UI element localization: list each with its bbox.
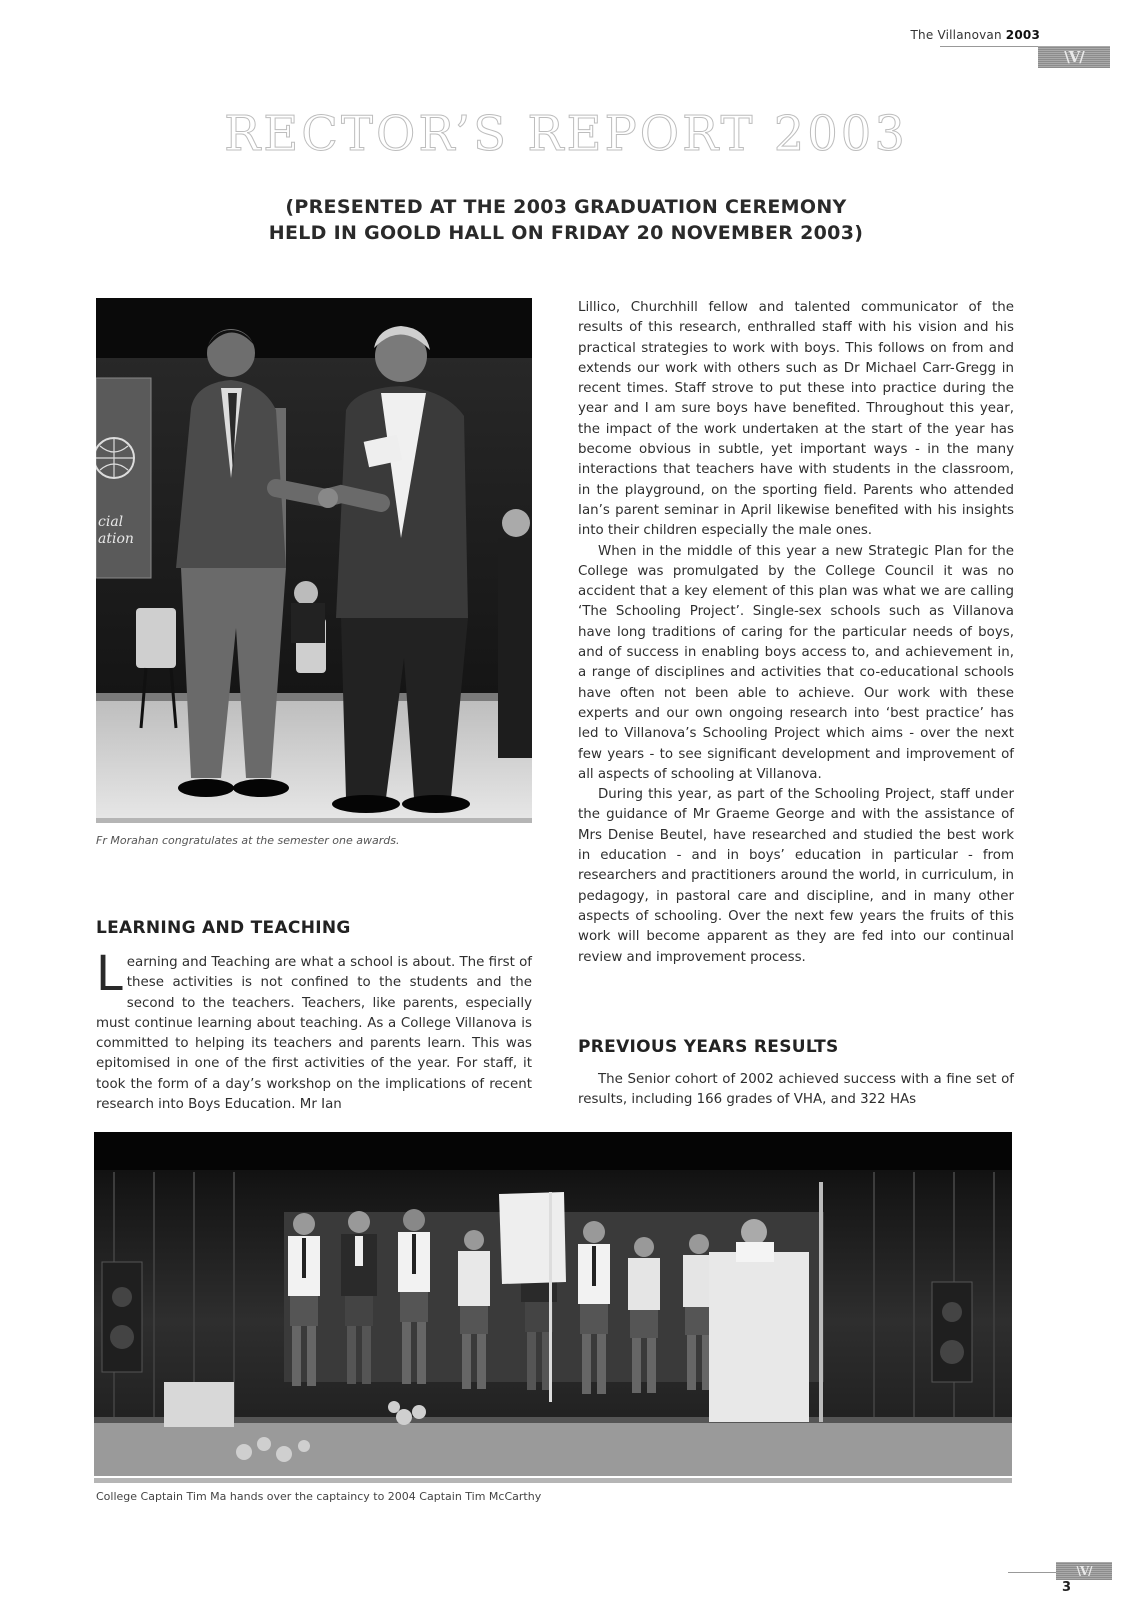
- banner-text-2: ation: [98, 531, 134, 547]
- publication-name: The Villanovan: [910, 28, 1002, 42]
- heading-learning-teaching: LEARNING AND TEACHING: [96, 918, 351, 938]
- photo-rule: [96, 818, 532, 823]
- heading-previous-results: PREVIOUS YEARS RESULTS: [578, 1037, 839, 1057]
- subtitle-line-2: HELD IN GOOLD HALL ON FRIDAY 20 NOVEMBER 2003): [268, 222, 864, 244]
- page-subtitle: [0, 194, 1132, 246]
- banner-text-1: cial: [98, 514, 124, 530]
- running-header: [911, 28, 1040, 42]
- subtitle-line-1: (PRESENTED AT THE 2003 GRADUATION CEREMONY: [285, 196, 847, 218]
- results-text: [578, 1070, 1014, 1111]
- photo-rule-2: [94, 1478, 1012, 1483]
- right-column-text: [578, 298, 1014, 968]
- footer-rule: [1008, 1572, 1058, 1573]
- captaincy-photo-caption: College Captain Tim Ma hands over the captaincy to 2004 Captain Tim McCarthy: [96, 1490, 542, 1503]
- villanova-logo-icon: \V/: [1038, 46, 1110, 68]
- header-rule: [940, 46, 1040, 47]
- drop-cap: L: [96, 946, 123, 1002]
- awards-photo: [96, 298, 532, 818]
- paragraph-lillico: Lillico, Churchhill fellow and talented communicator of the results of this research, enthralled staff with his vision and his practical strategies to work with boys. This follows on from and extends our work with others such as Dr Michael Carr-Gregg in recent times. Staff strove to put these into practice during the year and I am sure boys have benefited. Throughout this year, the impact of the work undertaken at the start of the year has become obvious in subtle, yet important ways - in the many interactions that teachers have with students in the classroom, in the playground, on the sporting field. Parents who attended Ian’s parent seminar in April likewise benefited with his insights into their children especially the male ones.: [578, 300, 1014, 539]
- captaincy-photo: [94, 1132, 1012, 1476]
- results-body: The Senior cohort of 2002 achieved success with a fine set of results, including 166 grades of VHA, and 322 HAs: [578, 1072, 1014, 1108]
- learning-body: earning and Teaching are what a school is about. The first of these activities is not confined to the students and the second to the teachers. Teachers, like parents, especially must continue learning about teaching. As a College Villanova is committed to helping its teachers and parents learn. This was epitomised in one of the first activities of the year. For staff, it took the form of a day’s workshop on the implications of recent research into Boys Education. Mr Ian: [96, 955, 532, 1113]
- learning-teaching-text: [96, 946, 532, 1115]
- paragraph-schooling-project: During this year, as part of the Schooling Project, staff under the guidance of Mr Graeme George and with the assistance of Mrs Denise Beutel, have researched and studied the best work in education - and in boys’ education in particular - from researchers and practitioners around the world, in curriculum, in pedagogy, in pastoral care and discipline, and in many other aspects of schooling. Over the next few years the fruits of this work will become apparent as they are fed into our continual review and improvement process.: [578, 787, 1014, 965]
- page-title: RECTOR’S REPORT 2003: [224, 106, 908, 162]
- paragraph-strategic-plan: When in the middle of this year a new Strategic Plan for the College was promulgated by the College Council it was no accident that a key element of this plan was what we are calling ‘The Schooling Project’. Single-sex schools such as Villanova have long traditions of caring for the particular needs of boys, and of success in enabling boys access to, and achievement in, a range of disciplines and activities that co-educational schools have often not been able to achieve. Our work with these experts and our own ongoing research into ‘best practice’ has led to Villanova’s Schooling Project which aims - over the next few years - to see significant development and improvement of all aspects of schooling at Villanova.: [578, 543, 1014, 782]
- publication-year: 2003: [1005, 28, 1040, 42]
- villanova-logo-footer-icon: \V/: [1056, 1562, 1112, 1580]
- awards-photo-caption: Fr Morahan congratulates at the semester one awards.: [96, 834, 400, 847]
- page-number: 3: [1062, 1580, 1072, 1595]
